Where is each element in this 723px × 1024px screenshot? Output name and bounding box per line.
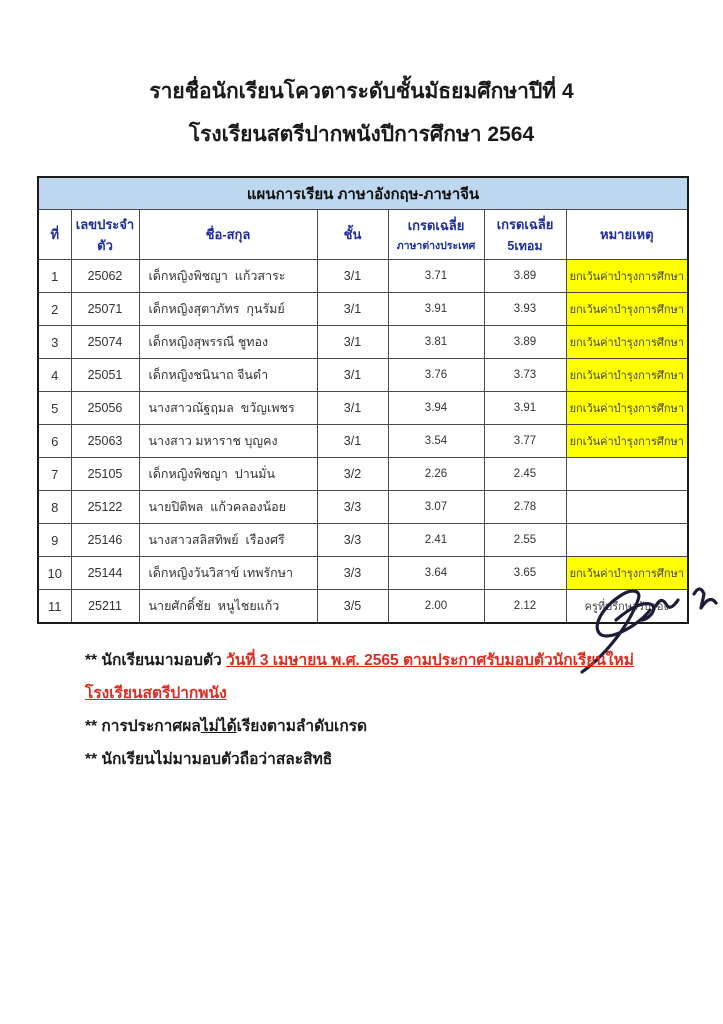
cell-g2: 3.91 [484, 392, 566, 425]
note-grade-order [85, 716, 665, 737]
col-header-gpa-5term-sub: 5เทอม [507, 238, 543, 253]
student-table-container [37, 176, 687, 624]
cell-no: 1 [38, 260, 71, 293]
cell-id: 25146 [71, 524, 139, 557]
cell-cls: 3/1 [317, 392, 388, 425]
col-header-gpa-5term-main: เกรดเฉลี่ย [496, 216, 554, 232]
table-row [38, 425, 688, 458]
cell-name: เด็กหญิงชนินาถ จีนดำ [139, 359, 317, 392]
cell-cls: 3/1 [317, 293, 388, 326]
cell-g1: 3.91 [388, 293, 484, 326]
cell-g2: 2.78 [484, 491, 566, 524]
program-header: แผนการเรียน ภาษาอังกฤษ-ภาษาจีน [38, 177, 688, 210]
cell-id: 25056 [71, 392, 139, 425]
cell-id: 25144 [71, 557, 139, 590]
cell-g2: 2.45 [484, 458, 566, 491]
cell-no: 6 [38, 425, 71, 458]
cell-g1: 3.94 [388, 392, 484, 425]
cell-g1: 3.81 [388, 326, 484, 359]
table-row [38, 557, 688, 590]
cell-id: 25105 [71, 458, 139, 491]
footer-notes [85, 650, 665, 782]
cell-cls: 3/5 [317, 590, 388, 624]
cell-no: 11 [38, 590, 71, 624]
cell-no: 5 [38, 392, 71, 425]
table-row [38, 260, 688, 293]
cell-id: 25211 [71, 590, 139, 624]
cell-name: นายปิติพล แก้วคลองน้อย [139, 491, 317, 524]
cell-name: เด็กหญิงวันวิสาข์ เทพรักษา [139, 557, 317, 590]
cell-g2: 3.77 [484, 425, 566, 458]
col-header-class: ชั้น [317, 210, 388, 260]
cell-g2: 3.73 [484, 359, 566, 392]
cell-id: 25062 [71, 260, 139, 293]
cell-remark: ครูที่ปรึกษารับรอง [566, 590, 688, 624]
cell-g1: 3.64 [388, 557, 484, 590]
title-line-1: รายชื่อนักเรียนโควตาระดับชั้นมัธยมศึกษาปีที่ 4 [149, 80, 574, 103]
cell-no: 8 [38, 491, 71, 524]
cell-remark: ยกเว้นค่าบำรุงการศึกษา [566, 293, 688, 326]
cell-remark: ยกเว้นค่าบำรุงการศึกษา [566, 326, 688, 359]
cell-cls: 3/1 [317, 260, 388, 293]
cell-remark: ยกเว้นค่าบำรุงการศึกษา [566, 425, 688, 458]
note1-red-text: วันที่ 3 เมษายน พ.ศ. 2565 ตามประกาศรับมอบตัวนักเรียนใหม่ [226, 652, 634, 669]
cell-cls: 3/3 [317, 524, 388, 557]
cell-name: เด็กหญิงสุตาภัทร กุนรัมย์ [139, 293, 317, 326]
cell-g2: 3.89 [484, 326, 566, 359]
program-header-row [38, 177, 688, 210]
note2-prefix: ** การประกาศผล [85, 718, 201, 735]
cell-id: 25071 [71, 293, 139, 326]
cell-no: 2 [38, 293, 71, 326]
note-forfeit [85, 749, 665, 770]
table-row [38, 458, 688, 491]
cell-remark: ยกเว้นค่าบำรุงการศึกษา [566, 557, 688, 590]
note2-suffix: เรียงตามลำดับเกรด [236, 718, 368, 735]
cell-g2: 3.65 [484, 557, 566, 590]
cell-name: นางสาวณัฐฤมล ขวัญเพชร [139, 392, 317, 425]
col-header-student-id: เลขประจำตัว [71, 210, 139, 260]
cell-name: นายศักดิ์ชัย หนูไชยแก้ว [139, 590, 317, 624]
cell-g1: 3.07 [388, 491, 484, 524]
cell-id: 25074 [71, 326, 139, 359]
cell-remark [566, 458, 688, 491]
cell-cls: 3/3 [317, 491, 388, 524]
cell-name: นางสาว มหาราช บุญคง [139, 425, 317, 458]
cell-g2: 2.55 [484, 524, 566, 557]
cell-cls: 3/3 [317, 557, 388, 590]
cell-id: 25051 [71, 359, 139, 392]
cell-name: นางสาวสลิสทิพย์ เรืองศรี [139, 524, 317, 557]
table-row [38, 359, 688, 392]
cell-no: 7 [38, 458, 71, 491]
cell-no: 4 [38, 359, 71, 392]
col-header-gpa-foreign [388, 210, 484, 260]
table-row [38, 491, 688, 524]
cell-g2: 2.12 [484, 590, 566, 624]
cell-remark: ยกเว้นค่าบำรุงการศึกษา [566, 392, 688, 425]
cell-g2: 3.89 [484, 260, 566, 293]
cell-remark: ยกเว้นค่าบำรุงการศึกษา [566, 359, 688, 392]
note-school-name [85, 683, 665, 704]
cell-remark [566, 524, 688, 557]
cell-no: 9 [38, 524, 71, 557]
table-row [38, 590, 688, 624]
cell-name: เด็กหญิงพิชญา แก้วสาระ [139, 260, 317, 293]
cell-id: 25063 [71, 425, 139, 458]
cell-g1: 3.54 [388, 425, 484, 458]
note-report-date [85, 650, 665, 671]
student-table-body [38, 260, 688, 624]
note3-text: ** นักเรียนไม่มามอบตัวถือว่าสละสิทธิ [85, 751, 333, 768]
cell-no: 3 [38, 326, 71, 359]
cell-remark: ยกเว้นค่าบำรุงการศึกษา [566, 260, 688, 293]
column-header-row [38, 210, 688, 260]
table-row [38, 392, 688, 425]
col-header-gpa-foreign-sub: ภาษาต่างประเทศ [396, 240, 476, 252]
document-title [0, 70, 723, 156]
cell-g1: 3.71 [388, 260, 484, 293]
col-header-gpa-5term [484, 210, 566, 260]
title-line-2: โรงเรียนสตรีปากพนังปีการศึกษา 2564 [188, 123, 535, 146]
note1-black-text: ** นักเรียนมามอบตัว [85, 652, 227, 669]
col-header-no: ที่ [38, 210, 71, 260]
table-row [38, 293, 688, 326]
cell-cls: 3/1 [317, 425, 388, 458]
cell-g1: 2.26 [388, 458, 484, 491]
cell-cls: 3/1 [317, 359, 388, 392]
cell-g1: 2.41 [388, 524, 484, 557]
table-row [38, 326, 688, 359]
cell-remark [566, 491, 688, 524]
cell-name: เด็กหญิงพิชญา ปานมั่น [139, 458, 317, 491]
cell-id: 25122 [71, 491, 139, 524]
student-table [37, 176, 689, 624]
cell-g1: 2.00 [388, 590, 484, 624]
col-header-remark: หมายเหตุ [566, 210, 688, 260]
cell-cls: 3/1 [317, 326, 388, 359]
note2-underlined: ไม่ได้ [200, 718, 237, 735]
cell-no: 10 [38, 557, 71, 590]
table-row [38, 524, 688, 557]
cell-name: เด็กหญิงสุพรรณี ชูทอง [139, 326, 317, 359]
cell-g2: 3.93 [484, 293, 566, 326]
col-header-gpa-foreign-main: เกรดเฉลี่ย [407, 218, 465, 233]
col-header-name: ชื่อ-สกุล [139, 210, 317, 260]
cell-g1: 3.76 [388, 359, 484, 392]
cell-cls: 3/2 [317, 458, 388, 491]
note1-red-line2: โรงเรียนสตรีปากพนัง [85, 685, 227, 702]
